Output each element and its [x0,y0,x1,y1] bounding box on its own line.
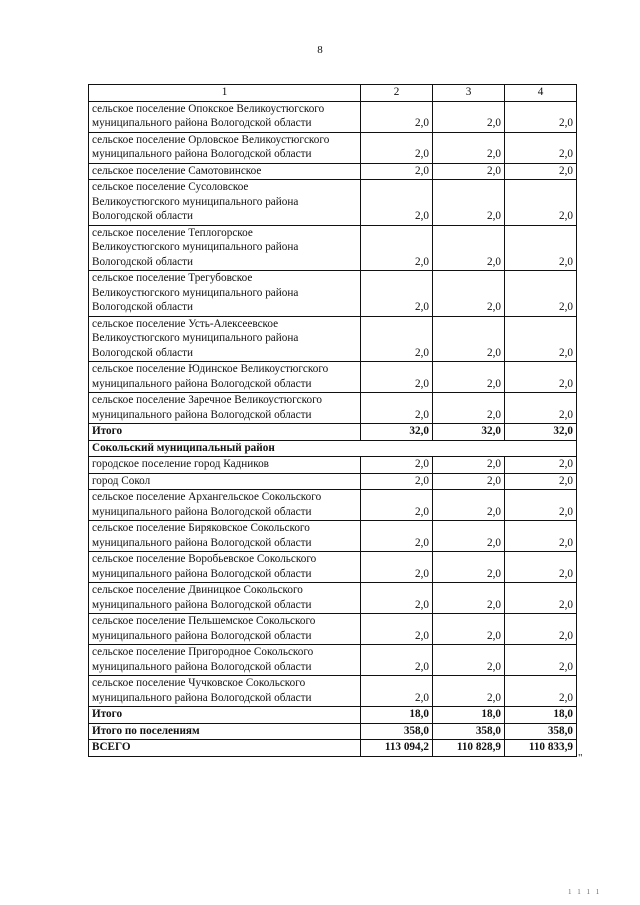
total-row [89,723,577,740]
row-name-line: муниципального района Вологодской области [92,660,312,673]
row-name-cell [89,440,577,457]
value-cell: 110 828,9 [433,740,505,757]
row-name-cell [89,163,361,180]
row-name-line: муниципального района Вологодской области [92,117,312,129]
table-row [89,521,577,552]
total-row [89,424,577,441]
page-number: 8 [317,44,323,56]
table-row [89,457,577,474]
row-name-line: ВСЕГО [92,741,131,753]
column-header: 1 [89,85,361,102]
row-name-cell [89,614,361,645]
value-cell: 2,0 [505,614,577,645]
row-name-line: сельское поселение Воробьевское Сокольского [92,553,317,565]
row-name-line: сельское поселение Опокское Великоустюгского [92,102,325,115]
value-cell: 358,0 [505,723,577,740]
row-name-line: муниципального района Вологодской области [92,629,312,642]
value-cell: 2,0 [361,676,433,707]
row-name-cell [89,316,361,362]
table-row [89,676,577,707]
value-cell: 2,0 [361,393,433,424]
table-row [89,225,577,271]
table-row [89,583,577,614]
row-name-line: сельское поселение Усть-Алексеевское [92,317,279,330]
row-name-cell [89,583,361,614]
row-name-cell [89,723,361,740]
value-cell: 32,0 [505,424,577,441]
table-row [89,473,577,490]
row-name-line: муниципального района Вологодской области [92,598,312,611]
value-cell: 2,0 [505,490,577,521]
row-name-line: Итого по поселениям [92,724,200,737]
value-cell: 2,0 [505,473,577,490]
table-row [89,180,577,226]
value-cell: 2,0 [361,316,433,362]
row-name-line: Вологодской области [92,301,193,313]
value-cell: 2,0 [505,180,577,226]
value-cell: 358,0 [361,723,433,740]
row-name-line: Итого [92,425,123,437]
row-name-cell [89,552,361,583]
row-name-cell [89,457,361,474]
value-cell: 2,0 [433,583,505,614]
value-cell: 18,0 [505,707,577,724]
table-row [89,316,577,362]
row-name-line: сельское поселение Трегубовское [92,272,253,284]
row-name-cell [89,393,361,424]
row-name-line: Вологодской области [92,255,193,268]
table-row [89,362,577,393]
table-row [89,271,577,317]
value-cell: 2,0 [361,521,433,552]
table-row [89,101,577,132]
total-row [89,740,577,757]
value-cell: 2,0 [505,225,577,271]
closing-quote-mark: " [578,752,583,764]
value-cell: 2,0 [433,163,505,180]
value-cell: 2,0 [433,316,505,362]
row-name-line: Великоустюгского муниципального района [92,195,299,208]
value-cell: 2,0 [505,132,577,163]
row-name-line: сельское поселение Архангельское Сокольского [92,491,322,503]
value-cell: 2,0 [433,225,505,271]
value-cell: 2,0 [361,362,433,393]
value-cell: 113 094,2 [361,740,433,757]
row-name-cell [89,521,361,552]
row-name-line: муниципального района Вологодской области [92,408,312,421]
row-name-line: муниципального района Вологодской области [92,567,312,580]
row-name-line: Великоустюгского муниципального района [92,286,299,299]
row-name-line: муниципального района Вологодской области [92,536,312,549]
value-cell: 2,0 [505,271,577,317]
value-cell: 358,0 [433,723,505,740]
row-name-line: Вологодской области [92,346,193,359]
value-cell: 2,0 [361,132,433,163]
row-name-cell [89,645,361,676]
value-cell: 2,0 [433,457,505,474]
value-cell: 2,0 [361,473,433,490]
value-cell: 2,0 [361,583,433,614]
value-cell: 2,0 [433,132,505,163]
value-cell: 2,0 [433,614,505,645]
row-name-cell [89,424,361,441]
row-name-cell [89,490,361,521]
row-name-cell [89,362,361,393]
row-name-line: город Сокол [92,474,151,487]
row-name-line: Великоустюгского муниципального района [92,241,299,253]
row-name-line: сельское поселение Сусоловское [92,181,249,193]
table-body [89,85,577,757]
row-name-line: сельское поселение Пригородное Сокольского [92,646,314,658]
table-header-row [89,85,577,102]
value-cell: 2,0 [505,457,577,474]
row-name-line: муниципального района Вологодской области [92,377,312,390]
value-cell: 2,0 [361,101,433,132]
value-cell: 2,0 [505,645,577,676]
value-cell: 2,0 [505,393,577,424]
value-cell: 2,0 [505,362,577,393]
column-header: 4 [505,85,577,102]
value-cell: 32,0 [361,424,433,441]
value-cell: 2,0 [361,271,433,317]
footer-mark: 1 1 1 1 [568,888,602,896]
total-row [89,707,577,724]
table-row [89,552,577,583]
value-cell: 2,0 [433,101,505,132]
table-row [89,614,577,645]
row-name-line: сельское поселение Самотовинское [92,164,262,177]
row-name-cell [89,132,361,163]
value-cell: 2,0 [433,552,505,583]
value-cell: 2,0 [361,163,433,180]
table-row [89,393,577,424]
row-name-line: сельское поселение Орловское Великоустюгского [92,133,330,146]
value-cell: 2,0 [505,676,577,707]
value-cell: 2,0 [433,490,505,521]
row-name-cell [89,676,361,707]
value-cell: 2,0 [433,521,505,552]
row-name-line: муниципального района Вологодской области [92,148,312,160]
value-cell: 2,0 [433,180,505,226]
value-cell: 2,0 [505,583,577,614]
value-cell: 2,0 [433,473,505,490]
row-name-line: сельское поселение Двиницкое Сокольского [92,584,303,596]
row-name-line: Великоустюгского муниципального района [92,332,299,344]
value-cell: 2,0 [433,271,505,317]
column-header: 2 [361,85,433,102]
value-cell: 2,0 [361,490,433,521]
value-cell: 2,0 [361,225,433,271]
table-row [89,645,577,676]
value-cell: 2,0 [505,316,577,362]
value-cell: 2,0 [361,614,433,645]
value-cell: 2,0 [361,552,433,583]
table-row [89,163,577,180]
row-name-line: сельское поселение Теплогорское [92,226,253,239]
value-cell: 18,0 [361,707,433,724]
row-name-line: Сокольский муниципальный район [92,441,275,454]
row-name-line: сельское поселение Пельшемское Сокольского [92,615,316,627]
column-header: 3 [433,85,505,102]
row-name-line: сельское поселение Юдинское Великоустюгского [92,363,329,375]
row-name-line: Вологодской области [92,210,193,222]
value-cell: 18,0 [433,707,505,724]
value-cell: 2,0 [433,676,505,707]
row-name-cell [89,707,361,724]
value-cell: 2,0 [361,180,433,226]
value-cell: 110 833,9 [505,740,577,757]
row-name-cell [89,101,361,132]
value-cell: 2,0 [505,163,577,180]
table-row [89,490,577,521]
row-name-cell [89,180,361,226]
row-name-line: городское поселение город Кадников [92,458,269,470]
row-name-line: муниципального района Вологодской области [92,691,312,704]
value-cell: 32,0 [433,424,505,441]
row-name-line: сельское поселение Биряковское Сокольского [92,522,310,534]
row-name-cell [89,740,361,757]
value-cell: 2,0 [433,362,505,393]
row-name-cell [89,473,361,490]
value-cell: 2,0 [433,645,505,676]
value-cell: 2,0 [505,521,577,552]
table-row [89,132,577,163]
value-cell: 2,0 [361,457,433,474]
row-name-line: сельское поселение Чучковское Сокольского [92,677,306,689]
row-name-line: муниципального района Вологодской области [92,505,312,518]
row-name-line: Итого [92,708,123,720]
value-cell: 2,0 [433,393,505,424]
section-row [89,440,577,457]
appropriation-table [88,84,577,757]
row-name-cell [89,225,361,271]
value-cell: 2,0 [361,645,433,676]
value-cell: 2,0 [505,101,577,132]
row-name-cell [89,271,361,317]
value-cell: 2,0 [505,552,577,583]
row-name-line: сельское поселение Заречное Великоустюгского [92,394,323,406]
